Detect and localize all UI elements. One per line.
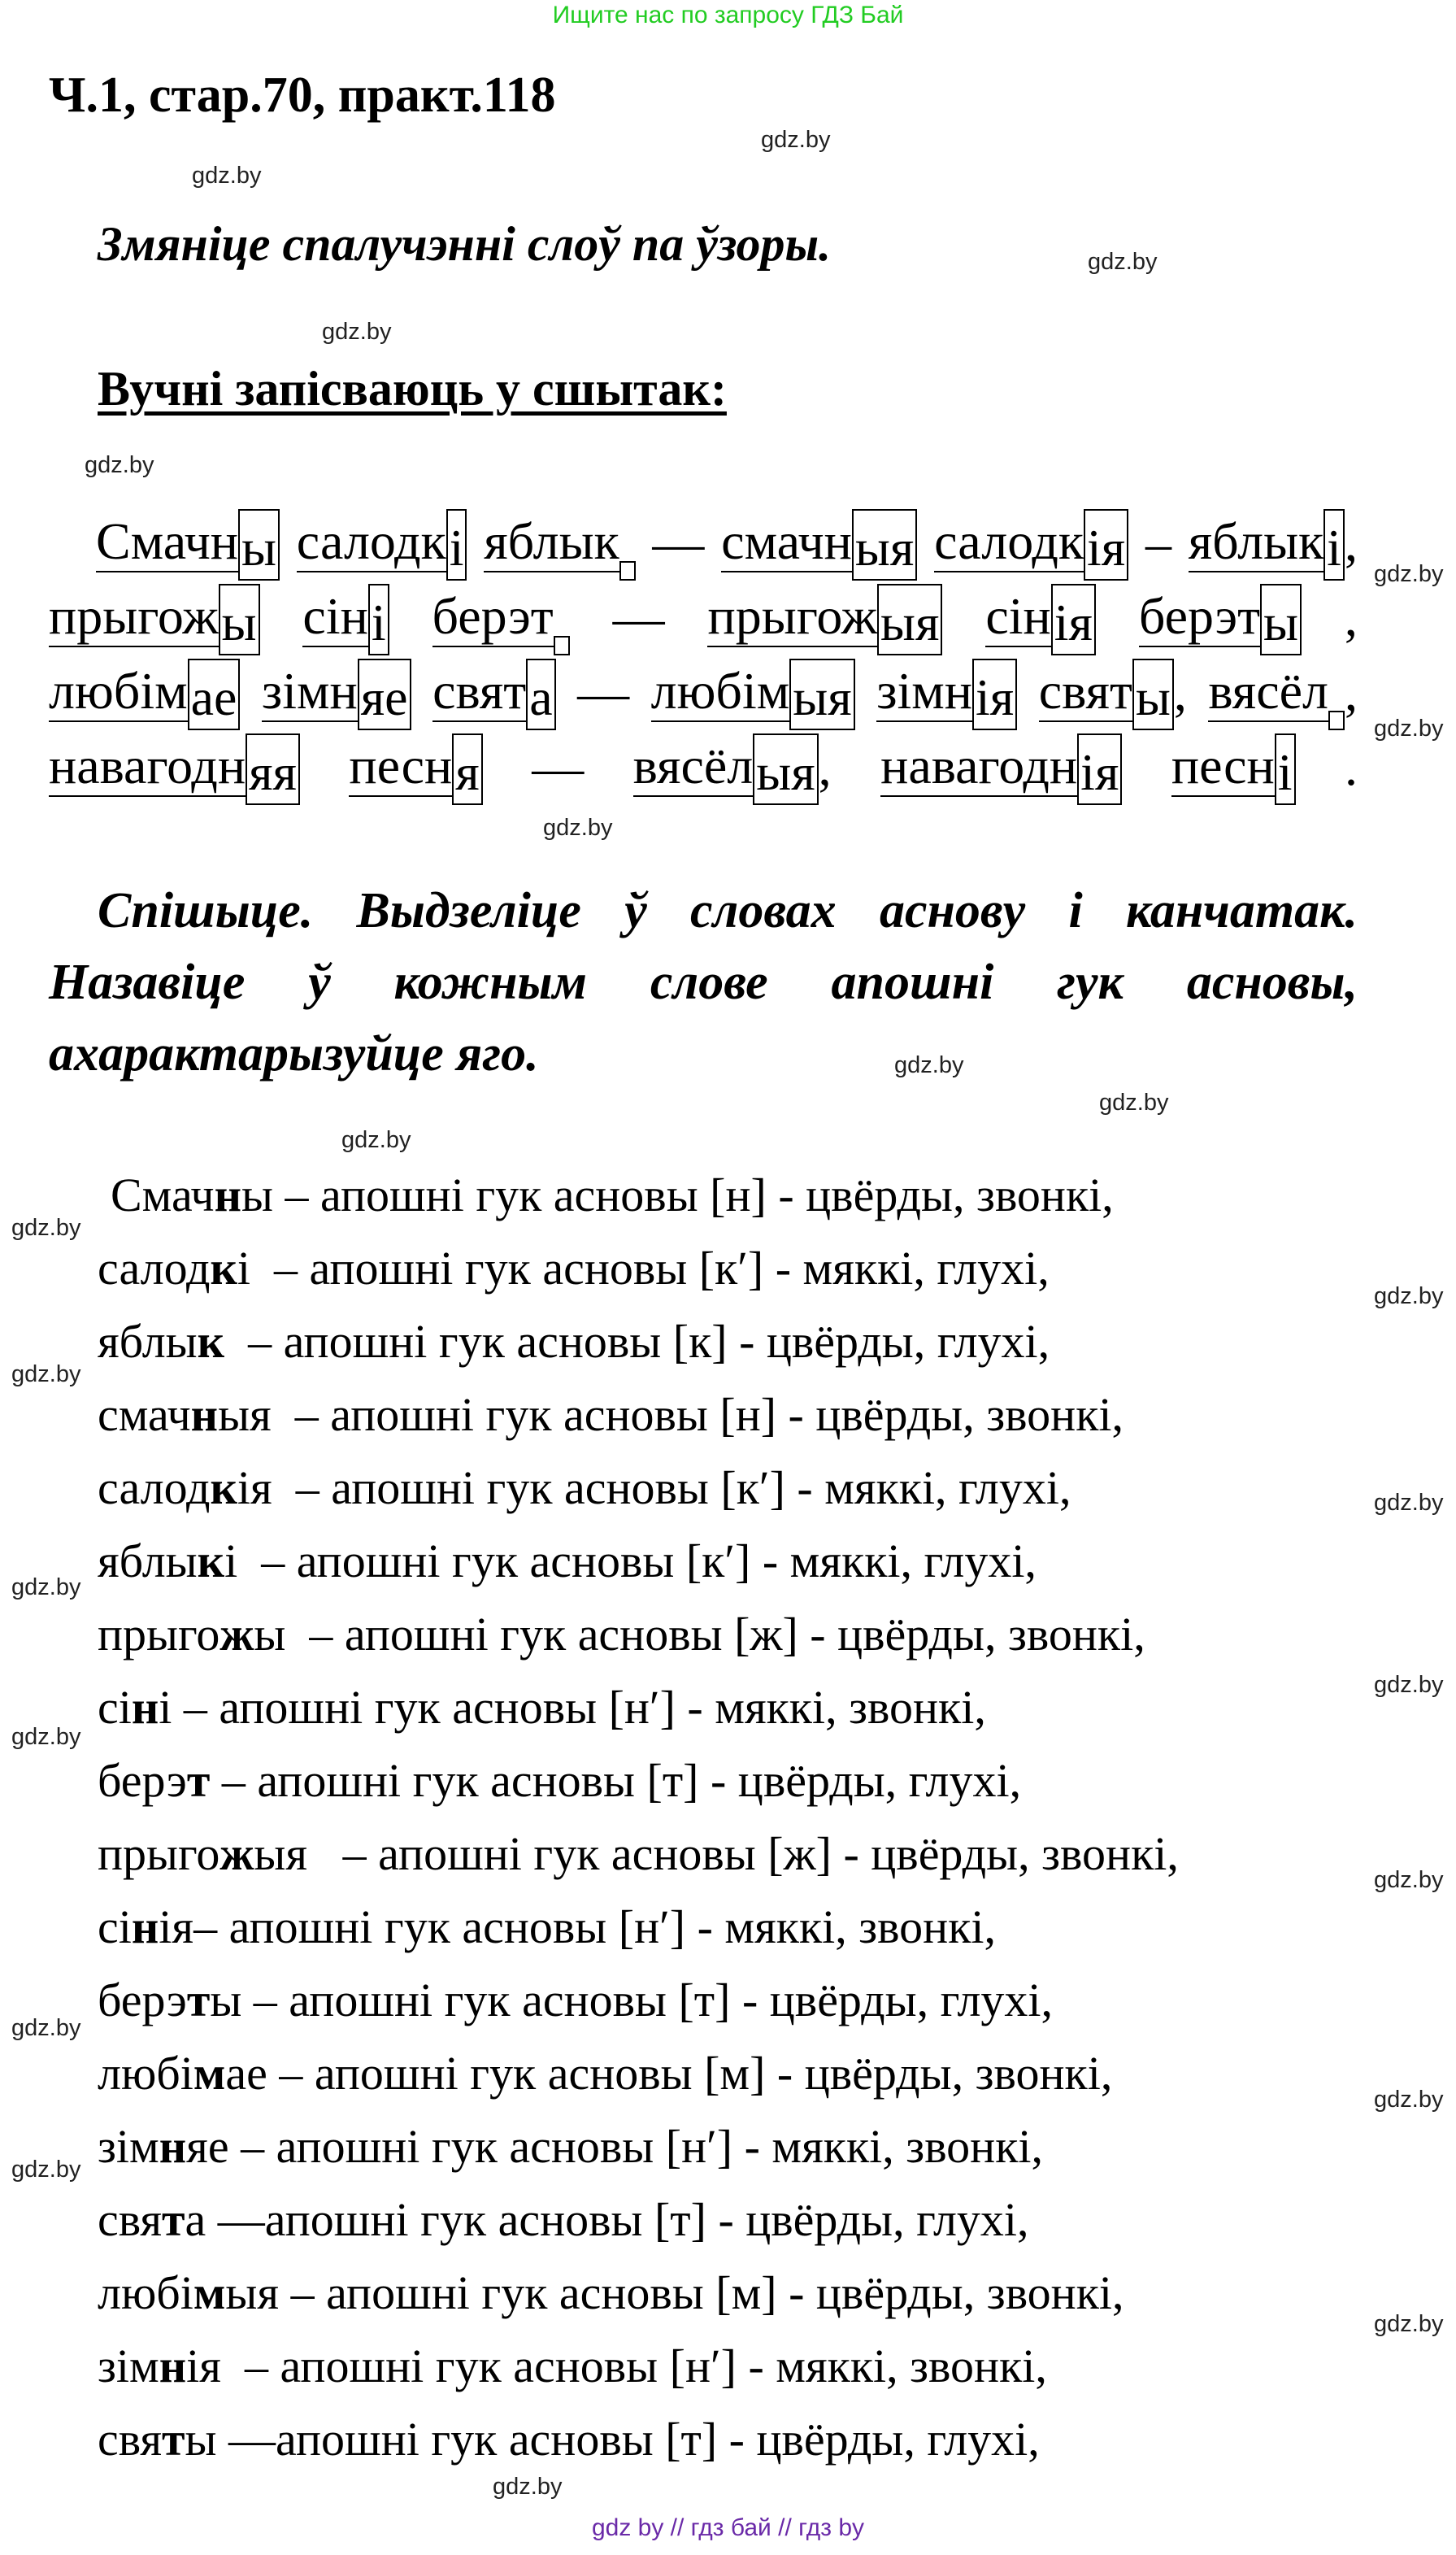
answer-description: ае – апошні гук асновы [м] - цвёрды, звонкі,: [225, 2047, 1113, 2100]
pattern-word: [484, 512, 635, 572]
watermark: gdz.by: [1374, 561, 1444, 587]
word-ending-box: ія: [972, 659, 1017, 730]
watermark: gdz.by: [322, 319, 392, 345]
watermark: gdz.by: [1374, 2087, 1444, 2113]
answer-line: [98, 2037, 1179, 2110]
word-stem: песн: [1171, 740, 1275, 797]
answer-word-start: берэ: [98, 1974, 187, 2026]
answer-line: [98, 1744, 1179, 1817]
watermark: gdz.by: [85, 452, 154, 478]
pattern-word: [432, 659, 556, 726]
word-stem: зімн: [262, 665, 358, 722]
watermark: gdz.by: [1374, 1867, 1444, 1893]
answer-description: і – апошні гук асновы [н′] - мяккі, звонкі,: [159, 1681, 986, 1734]
answer-word-start: салод: [98, 1242, 211, 1295]
answer-word-start: свя: [98, 2413, 163, 2466]
watermark: gdz.by: [11, 1361, 81, 1387]
answer-word-start: прыго: [98, 1608, 220, 1661]
word-ending-box: ыя: [789, 659, 854, 730]
answer-list: [98, 1159, 1179, 2476]
answer-description: ыя – апошні гук асновы [н] - цвёрды, звонкі,: [218, 1388, 1124, 1441]
answer-last-stem-sound: н: [159, 2340, 187, 2392]
answer-line: [98, 1671, 1179, 1744]
watermark: gdz.by: [11, 1724, 81, 1750]
word-ending-box: ыя: [852, 509, 917, 581]
watermark: gdz.by: [11, 1574, 81, 1600]
pattern-row: [49, 498, 1358, 577]
answer-last-stem-sound: н: [159, 2120, 187, 2173]
search-banner: Ищите нас по запросу ГДЗ Бай: [552, 2, 904, 28]
answer-word-start: зім: [98, 2120, 159, 2173]
watermark: gdz.by: [1374, 1283, 1444, 1309]
word-stem: салодк: [934, 516, 1084, 572]
word-ending-box: ыя: [753, 733, 818, 805]
answer-line: [98, 2110, 1179, 2183]
answer-last-stem-sound: н: [190, 1388, 219, 1441]
pattern-word: [49, 733, 300, 801]
word-ending-box: ія: [1051, 584, 1096, 655]
pattern-row: [49, 647, 1358, 726]
answer-description: а —апошні гук асновы [т] - цвёрды, глухі,: [185, 2193, 1029, 2246]
pattern-word: [1138, 584, 1302, 651]
answer-word-start: сі: [98, 1681, 132, 1734]
word-ending-box: ы: [238, 509, 280, 581]
pattern-word: [1171, 733, 1296, 801]
word-stem: свят: [1039, 665, 1132, 722]
answer-last-stem-sound: ж: [219, 1608, 254, 1661]
pattern-row: [49, 722, 1358, 801]
answer-word-start: зім: [98, 2340, 159, 2392]
answer-description: ыя – апошні гук асновы [ж] - цвёрды, звонкі,: [254, 1827, 1179, 1880]
word-stem: прыгож: [49, 590, 219, 647]
answer-description: ы – апошні гук асновы [т] - цвёрды, глухі,: [210, 1974, 1054, 2026]
answer-line: [98, 1305, 1179, 1378]
answer-description: – апошні гук асновы [т] - цвёрды, глухі,: [210, 1754, 1022, 1807]
word-stem: любім: [651, 665, 790, 722]
task2-line: ахарактарызуйце яго.: [49, 1026, 539, 1082]
word-ending-box: ы: [219, 584, 260, 655]
answer-word-start: яблы: [98, 1534, 198, 1587]
answer-description: ы – апошні гук асновы [ж] - цвёрды, звонкі,: [254, 1608, 1145, 1661]
answer-line: [98, 1891, 1179, 1964]
answer-description: ыя – апошні гук асновы [м] - цвёрды, звонкі,: [225, 2266, 1124, 2319]
answer-description: ія – апошні гук асновы [н′] - мяккі, звонкі,: [186, 2340, 1047, 2392]
answer-description: – апошні гук асновы [к] - цвёрды, глухі,: [224, 1315, 1050, 1368]
answer-last-stem-sound: к: [197, 1315, 225, 1368]
pattern-word: [261, 659, 411, 726]
pattern-word: [721, 509, 917, 577]
punctuation: —: [652, 514, 705, 572]
word-ending-box: ія: [1084, 509, 1128, 581]
answer-word-start: смач: [98, 1388, 191, 1441]
pattern-word: [934, 509, 1128, 577]
watermark: gdz.by: [11, 2157, 81, 2183]
answer-last-stem-sound: т: [186, 1754, 211, 1807]
word-stem: Смачн: [96, 516, 238, 572]
answer-last-stem-sound: т: [162, 2193, 185, 2246]
pattern-word: [49, 584, 260, 651]
answer-description: ы —апошні гук асновы [т] - цвёрды, глухі,: [185, 2413, 1040, 2466]
answer-last-stem-sound: к: [210, 1242, 237, 1295]
pattern-row: [49, 572, 1358, 651]
answer-word-start: Смач: [111, 1169, 215, 1221]
word-stem: навагодн: [880, 740, 1077, 797]
page-title: Ч.1, стар.70, практ.118: [49, 67, 556, 123]
watermark: gdz.by: [11, 2015, 81, 2041]
watermark: gdz.by: [1374, 2311, 1444, 2337]
word-ending-box: і: [1275, 733, 1296, 805]
watermark: gdz.by: [761, 127, 831, 153]
answer-line: [98, 1232, 1179, 1305]
answer-last-stem-sound: к: [197, 1534, 225, 1587]
answer-word-start: салод: [98, 1461, 211, 1514]
answer-description: і – апошні гук асновы [к′] - мяккі, глухі,: [237, 1242, 1050, 1295]
word-ending-box: я: [452, 733, 482, 805]
word-stem: зімн: [876, 665, 972, 722]
punctuation: ,: [818, 738, 832, 796]
pattern-word: [632, 733, 832, 801]
answer-line: [98, 1598, 1179, 1671]
word-pattern-block: [49, 498, 1358, 801]
watermark: gdz.by: [1088, 249, 1158, 275]
answer-line: [98, 1964, 1179, 2037]
word-stem: свят: [432, 665, 526, 722]
pattern-word: [49, 659, 240, 726]
word-stem: салодк: [297, 516, 446, 572]
word-stem: песн: [349, 740, 452, 797]
answer-word-start: берэ: [98, 1754, 187, 1807]
word-ending-box: і: [1323, 509, 1345, 581]
answer-line: [98, 2257, 1179, 2330]
answer-word-start: яблы: [98, 1315, 198, 1368]
word-stem: вясёл: [1208, 665, 1328, 722]
answer-last-stem-sound: т: [186, 1974, 211, 2026]
answer-word-start: сі: [98, 1900, 132, 1953]
word-stem: прыгож: [707, 590, 877, 647]
answer-line: [98, 1452, 1179, 1525]
pattern-word: [296, 509, 467, 577]
pattern-word: [1208, 662, 1358, 722]
word-stem: яблык: [484, 516, 619, 572]
answer-line: [98, 1525, 1179, 1598]
pupils-heading: Вучні запісваюць у сшытак:: [98, 362, 727, 416]
answer-line: [98, 2403, 1179, 2476]
answer-last-stem-sound: м: [193, 2266, 226, 2319]
watermark: gdz.by: [894, 1052, 964, 1078]
answer-line: [98, 1378, 1179, 1452]
word-stem: сін: [302, 590, 367, 647]
answer-last-stem-sound: н: [214, 1169, 242, 1221]
answer-word-start: любі: [98, 2047, 193, 2100]
pattern-word: [707, 584, 942, 651]
watermark: gdz.by: [11, 1215, 81, 1241]
watermark: gdz.by: [1374, 1672, 1444, 1698]
answer-description: яе – апошні гук асновы [н′] - мяккі, звонкі,: [186, 2120, 1044, 2173]
word-stem: вясёл: [633, 740, 754, 797]
pattern-word: [302, 584, 389, 651]
answer-last-stem-sound: к: [210, 1461, 237, 1514]
pattern-word: [1188, 509, 1358, 577]
word-ending-box: ія: [1077, 733, 1122, 805]
word-stem: любім: [49, 665, 188, 722]
word-ending-box: яя: [246, 733, 300, 805]
punctuation: –: [1145, 514, 1171, 572]
answer-description: ія– апошні гук асновы [н′] - мяккі, звонкі,: [159, 1900, 997, 1953]
word-ending-box: [554, 636, 570, 655]
answer-word-start: любі: [98, 2266, 193, 2319]
answer-line: [98, 2183, 1179, 2257]
answer-last-stem-sound: н: [131, 1900, 159, 1953]
watermark: gdz.by: [341, 1127, 411, 1153]
punctuation: —: [577, 664, 630, 721]
watermark: gdz.by: [192, 163, 262, 189]
watermark: gdz.by: [493, 2474, 563, 2500]
word-stem: яблык: [1189, 516, 1323, 572]
answer-last-stem-sound: т: [162, 2413, 185, 2466]
pattern-word: [985, 584, 1096, 651]
word-stem: смачн: [721, 516, 852, 572]
word-ending-box: ы: [1260, 584, 1302, 655]
task-instruction-1: Змяніце спалучэнні слоў па ўзоры.: [98, 217, 832, 271]
pattern-word: [880, 733, 1122, 801]
word-stem: берэт: [432, 590, 554, 647]
punctuation: —: [612, 589, 665, 646]
answer-last-stem-sound: м: [193, 2047, 226, 2100]
pattern-word: [876, 659, 1017, 726]
pattern-word: [1038, 659, 1187, 726]
word-ending-box: і: [368, 584, 389, 655]
word-ending-box: ы: [1132, 659, 1174, 730]
pattern-word: [349, 733, 482, 801]
word-ending-box: ыя: [877, 584, 942, 655]
word-stem: берэт: [1139, 590, 1260, 647]
watermark: gdz.by: [543, 815, 613, 841]
watermark: gdz.by: [1374, 716, 1444, 742]
answer-line: [98, 2330, 1179, 2403]
watermark: gdz.by: [1374, 1490, 1444, 1516]
task-instruction-2: [49, 875, 1358, 1090]
answer-last-stem-sound: ж: [219, 1827, 254, 1880]
answer-word-start: свя: [98, 2193, 163, 2246]
punctuation: —: [532, 738, 585, 796]
word-stem: навагодн: [49, 740, 246, 797]
answer-line: [98, 1817, 1179, 1891]
word-ending-box: яе: [358, 659, 411, 730]
footer-links: gdz by // гдз бай // гдз by: [591, 2514, 865, 2541]
word-ending-box: [619, 561, 636, 581]
punctuation: ,: [1173, 664, 1187, 721]
word-ending-box: [1328, 711, 1345, 730]
word-ending-box: і: [446, 509, 467, 581]
answer-description: і – апошні гук асновы [к′] - мяккі, глухі,: [224, 1534, 1037, 1587]
pattern-word: [650, 659, 855, 726]
punctuation: ,: [1344, 664, 1358, 721]
pattern-word: [432, 587, 570, 647]
task2-line: Спішыце. Выдзеліце ў словах аснову і канчатак.: [98, 883, 1358, 938]
punctuation: ,: [1344, 589, 1358, 646]
word-ending-box: а: [526, 659, 555, 730]
answer-last-stem-sound: н: [131, 1681, 159, 1734]
word-stem: сін: [985, 590, 1050, 647]
task2-line: Назавіце ў кожным слове апошні гук асновы,: [49, 955, 1358, 1010]
punctuation: .: [1344, 738, 1358, 796]
answer-line: [98, 1159, 1179, 1232]
punctuation: ,: [1344, 514, 1358, 572]
answer-description: ія – апошні гук асновы [к′] - мяккі, глухі,: [237, 1461, 1071, 1514]
word-ending-box: ае: [188, 659, 241, 730]
answer-description: ы – апошні гук асновы [н] - цвёрды, звонкі,: [241, 1169, 1114, 1221]
watermark: gdz.by: [1099, 1090, 1169, 1116]
pattern-word: [96, 509, 280, 577]
answer-word-start: прыго: [98, 1827, 220, 1880]
